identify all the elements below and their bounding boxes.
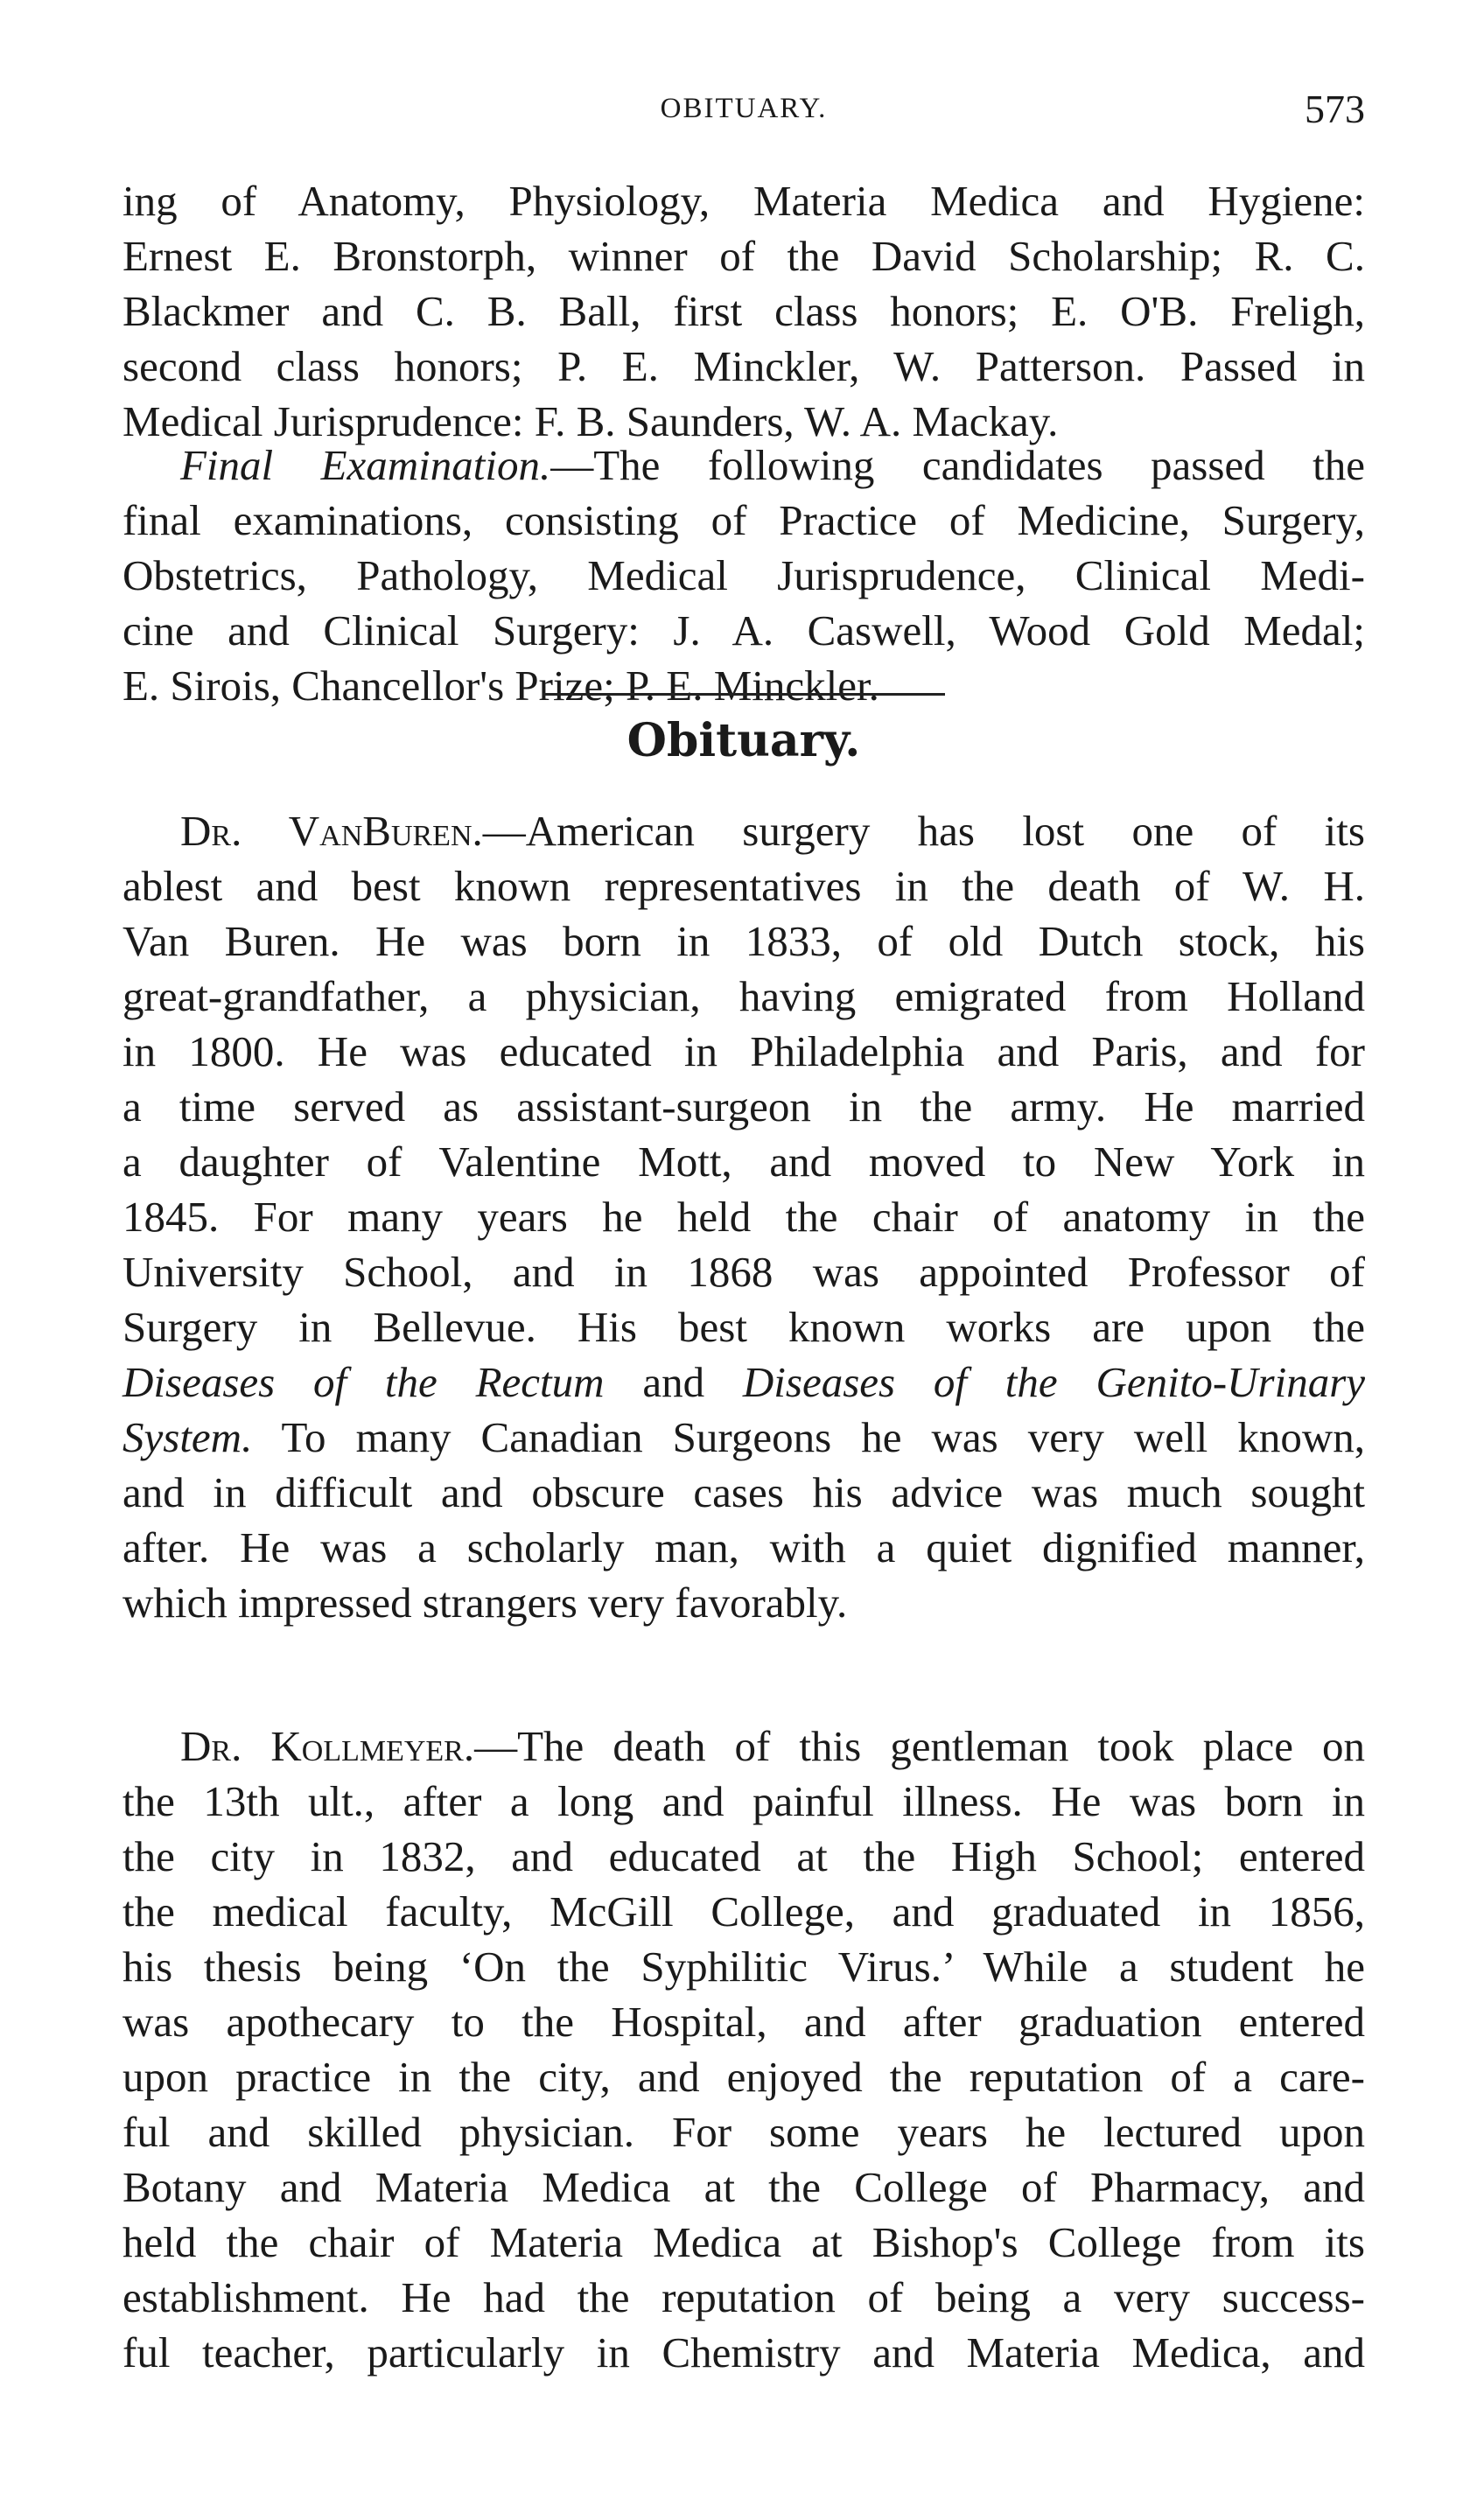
book-title: Diseases of the Genito-Urinary <box>742 1358 1366 1406</box>
text-line: in 1800. He was educated in Philadelphia and Paris, and for <box>122 1027 1365 1075</box>
text-span: To many Canadian Surgeons he was very well known, <box>281 1413 1365 1461</box>
text-line: Obstetrics, Pathology, Medical Jurisprudence, Clinical Medi- <box>122 551 1365 599</box>
section-heading: Obituary. <box>626 714 861 767</box>
text-line: the 13th ult., after a long and painful illness. He was born in <box>122 1777 1365 1825</box>
text-line <box>122 1718 1365 1774</box>
vanburen-obituary <box>122 803 1365 1630</box>
text-span: —American surgery has lost one of its <box>482 807 1365 855</box>
text-line: ful and skilled physician. For some years he lectured upon <box>122 2108 1365 2156</box>
text-span: —The following candidates passed the <box>550 441 1365 489</box>
text-line: ing of Anatomy, Physiology, Materia Medica and Hygiene: <box>122 177 1365 225</box>
text-line: 1845. For many years he held the chair of anatomy in the <box>122 1193 1365 1241</box>
obituary-name: Dr. Kollmeyer. <box>180 1722 475 1770</box>
text-line: the medical faculty, McGill College, and graduated in 1856, <box>122 1887 1365 1936</box>
page-number: 573 <box>1305 87 1365 131</box>
final-examination-paragraph <box>122 438 1365 713</box>
text-span: and <box>642 1358 705 1406</box>
text-line: ful teacher, particularly in Chemistry and Materia Medica, and <box>122 2328 1365 2376</box>
text-line: Blackmer and C. B. Ball, first class honors; E. O'B. Freligh, <box>122 287 1365 335</box>
text-line: a daughter of Valentine Mott, and moved to New York in <box>122 1138 1365 1186</box>
section-divider <box>542 693 945 696</box>
text-line <box>122 1354 1365 1410</box>
text-line: which impressed strangers very favorably. <box>122 1578 848 1627</box>
obituary-name: Dr. VanBuren. <box>180 807 483 855</box>
book-title: Diseases of the Rectum <box>122 1358 605 1406</box>
text-line: and in difficult and obscure cases his advice was much sought <box>122 1468 1365 1516</box>
text-line: after. He was a scholarly man, with a quiet dignified manner, <box>122 1523 1365 1572</box>
text-line: establishment. He had the reputation of being a very success- <box>122 2273 1365 2321</box>
exam-results-continuation <box>122 173 1365 449</box>
text-line: cine and Clinical Surgery: J. A. Caswell, Wood Gold Medal; <box>122 606 1365 654</box>
page-header <box>122 86 1365 138</box>
text-line <box>122 1410 1365 1465</box>
text-line: great-grandfather, a physician, having emigrated from Holland <box>122 972 1365 1020</box>
text-span: —The death of this gentleman took place on <box>474 1722 1365 1770</box>
text-line: Botany and Materia Medica at the College of Pharmacy, and <box>122 2163 1365 2211</box>
text-line: final examinations, consisting of Practice of Medicine, Surgery, <box>122 496 1365 544</box>
text-line: Ernest E. Bronstorph, winner of the David Scholarship; R. C. <box>122 232 1365 280</box>
text-line: his thesis being ‘On the Syphilitic Virus.’ While a student he <box>122 1942 1365 1991</box>
book-page <box>122 0 1365 2513</box>
text-line <box>122 438 1365 493</box>
kollmeyer-obituary <box>122 1718 1365 2380</box>
text-line: Medical Jurisprudence: F. B. Saunders, W. A. Mackay. <box>122 397 1059 445</box>
text-line: second class honors; P. E. Minckler, W. Patterson. Passed in <box>122 342 1365 390</box>
text-line: a time served as assistant-surgeon in the army. He married <box>122 1082 1365 1130</box>
text-line: upon practice in the city, and enjoyed the reputation of a care- <box>122 2053 1365 2101</box>
book-title: System. <box>122 1413 253 1461</box>
text-line: held the chair of Materia Medica at Bishop's College from its <box>122 2218 1365 2266</box>
text-line: University School, and in 1868 was appointed Professor of <box>122 1248 1365 1296</box>
text-line: Van Buren. He was born in 1833, of old Dutch stock, his <box>122 917 1365 965</box>
text-line: Surgery in Bellevue. His best known works are upon the <box>122 1303 1365 1351</box>
text-line: ablest and best known representatives in the death of W. H. <box>122 862 1365 910</box>
text-line: was apothecary to the Hospital, and after graduation entered <box>122 1998 1365 2046</box>
text-line: the city in 1832, and educated at the High School; entered <box>122 1832 1365 1880</box>
text-line <box>122 803 1365 858</box>
running-title: OBITUARY. <box>660 93 828 124</box>
text-line: E. Sirois, Chancellor's Prize; P. E. Minckler. <box>122 662 879 710</box>
final-examination-heading: Final Examination. <box>180 441 551 489</box>
